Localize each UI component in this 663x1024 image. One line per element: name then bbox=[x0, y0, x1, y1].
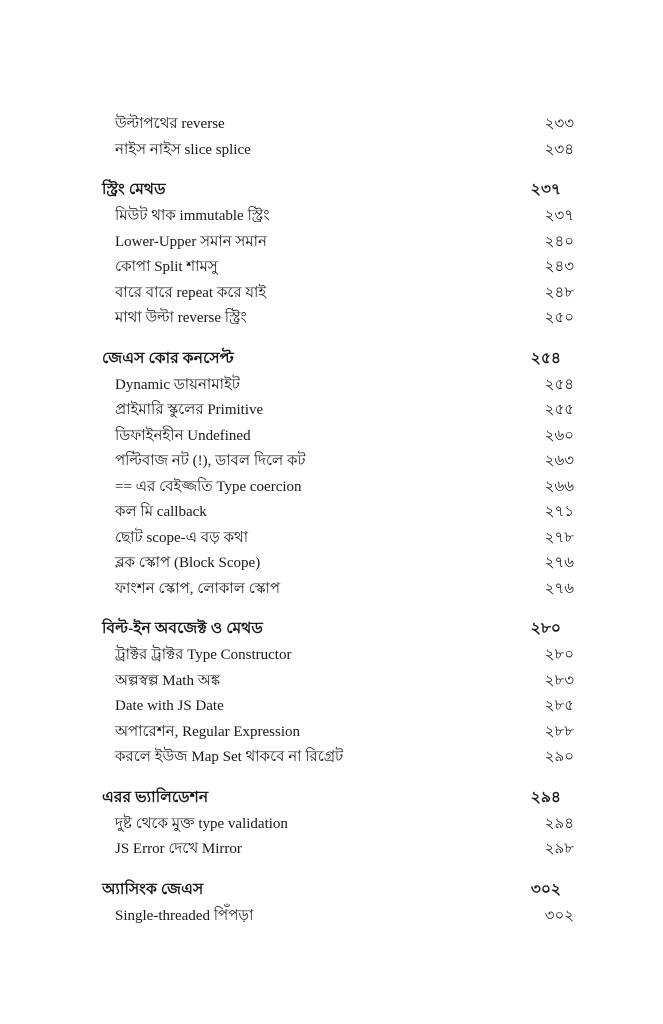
toc-page-number: ২৩৩ bbox=[544, 116, 574, 132]
toc-page-number: ২৪৩ bbox=[544, 259, 574, 275]
toc-entry-title: Lower-Upper সমান সমান bbox=[115, 233, 267, 250]
toc-chapter-row bbox=[102, 785, 561, 811]
toc-entry-row bbox=[102, 745, 574, 771]
toc-entry-title: ছোট scope-এ বড় কথা bbox=[115, 529, 249, 546]
toc-page-number: ২৯৮ bbox=[544, 841, 574, 857]
toc-chapter-title: অ্যাসিংক জেএস bbox=[102, 880, 204, 898]
toc-page-number: ২৩৪ bbox=[544, 141, 574, 158]
toc-entry-row bbox=[102, 720, 574, 746]
toc-entry-row bbox=[102, 112, 574, 138]
toc-page-number: ৩০২ bbox=[530, 880, 561, 898]
toc-entry-row bbox=[102, 694, 574, 720]
toc-page-number: ২৪৮ bbox=[544, 284, 574, 301]
toc-entry-row bbox=[102, 373, 574, 399]
toc-page-number: ২৬৩ bbox=[544, 453, 574, 469]
toc-entry-row bbox=[102, 306, 574, 332]
toc-page-number: ৩০২ bbox=[544, 907, 574, 924]
toc-chapter-title: এরর ভ্যালিডেশন bbox=[102, 788, 209, 806]
toc-page-number: ২৩৭ bbox=[530, 181, 561, 198]
toc-page-number: ২৭৬ bbox=[544, 555, 574, 571]
toc-entry-title: দুষ্ট থেকে মুক্ত type validation bbox=[115, 815, 288, 832]
toc-entry-row bbox=[102, 812, 574, 838]
toc-entry-title: বারে বারে repeat করে যাই bbox=[115, 284, 267, 301]
toc-entry-title: মিউট থাক immutable স্ট্রিং bbox=[115, 208, 270, 224]
toc-entry-title: ডিফাইনহীন Undefined bbox=[115, 427, 251, 444]
toc-entry-row bbox=[102, 551, 574, 577]
toc-entry-title: Date with JS Date bbox=[115, 698, 224, 714]
toc-entry-row bbox=[102, 138, 574, 164]
toc-entry-title: উল্টাপথের reverse bbox=[115, 116, 225, 132]
toc-page-number: ২৫৪ bbox=[544, 376, 574, 393]
toc-entry-row bbox=[102, 398, 574, 424]
toc-entry-row bbox=[102, 526, 574, 552]
toc-entry-row bbox=[102, 281, 574, 307]
toc-entry-row bbox=[102, 230, 574, 256]
toc-chapter-row bbox=[102, 346, 561, 372]
toc-page-number: ২৮৮ bbox=[544, 723, 574, 740]
toc-page-number: ২৮০ bbox=[530, 620, 561, 637]
toc-entry-title: অল্পস্বল্প Math অঙ্ক bbox=[115, 672, 221, 689]
toc-entry-row bbox=[102, 577, 574, 603]
toc-page-number: ২৮০ bbox=[544, 647, 574, 663]
toc-entry-title: কোপা Split শামসু bbox=[115, 259, 218, 275]
toc-entry-title: প্রাইমারি স্কুলের Primitive bbox=[115, 402, 264, 418]
toc-entry-row bbox=[102, 255, 574, 281]
table-of-contents-list bbox=[102, 112, 574, 929]
toc-page-number: ২৫৫ bbox=[544, 402, 574, 418]
toc-entry-row bbox=[102, 837, 574, 863]
toc-entry-row bbox=[102, 424, 574, 450]
toc-entry-title: মাথা উল্টা reverse স্ট্রিং bbox=[115, 310, 247, 326]
toc-entry-title: করলে ইউজ Map Set থাকবে না রিগ্রেট bbox=[115, 749, 344, 765]
toc-page-number: ২৪০ bbox=[544, 233, 574, 250]
toc-chapter-row bbox=[102, 177, 561, 203]
toc-entry-title: Dynamic ডায়নামাইট bbox=[115, 376, 240, 393]
toc-entry-title: ব্লক স্কোপ (Block Scope) bbox=[115, 555, 261, 571]
toc-page-number: ২৭১ bbox=[544, 504, 574, 520]
toc-page-number: ২৩৭ bbox=[544, 208, 574, 224]
toc-entry-title: পল্টিবাজ নট (!), ডাবল দিলে কট bbox=[115, 453, 306, 469]
toc-page-number: ২৯০ bbox=[544, 749, 574, 765]
toc-entry-title: Single-threaded পিঁপড়া bbox=[115, 907, 254, 924]
toc-page-number: ২৭৮ bbox=[544, 529, 574, 546]
toc-page-number: ২৫৪ bbox=[530, 349, 561, 367]
toc-entry-title: নাইস নাইস slice splice bbox=[115, 141, 251, 158]
toc-entry-title: ফাংশন স্কোপ, লোকাল স্কোপ bbox=[115, 580, 281, 597]
toc-entry-row bbox=[102, 204, 574, 230]
toc-entry-title: JS Error দেখে Mirror bbox=[115, 841, 242, 857]
toc-entry-row bbox=[102, 449, 574, 475]
toc-page-number: ২৬৬ bbox=[544, 478, 574, 495]
toc-chapter-title: স্ট্রিং মেথড bbox=[102, 181, 166, 198]
toc-page-number: ২৯৪ bbox=[544, 815, 574, 832]
toc-entry-row bbox=[102, 669, 574, 695]
toc-page-number: ২৮৩ bbox=[544, 672, 574, 689]
toc-page-number: ২৮৫ bbox=[544, 698, 574, 714]
toc-entry-row bbox=[102, 904, 574, 930]
toc-entry-row bbox=[102, 500, 574, 526]
toc-chapter-title: বিল্ট-ইন অবজেক্ট ও মেথড bbox=[102, 620, 263, 637]
toc-chapter-row bbox=[102, 877, 561, 903]
toc-chapter-row bbox=[102, 616, 561, 642]
toc-entry-title: ট্রাক্টর ট্রাক্টর Type Constructor bbox=[115, 647, 292, 663]
toc-page-number: ২৯৪ bbox=[530, 788, 561, 806]
toc-entry-title: == এর বেইজ্জতি Type coercion bbox=[115, 478, 302, 495]
toc-entry-title: কল মি callback bbox=[115, 504, 207, 520]
toc-page-number: ২৭৬ bbox=[544, 580, 574, 597]
toc-page-number: ২৬০ bbox=[544, 427, 574, 444]
toc-chapter-title: জেএস কোর কনসেপ্ট bbox=[102, 349, 234, 367]
toc-entry-row bbox=[102, 643, 574, 669]
toc-entry-row bbox=[102, 475, 574, 501]
toc-page-number: ২৫০ bbox=[544, 310, 574, 326]
toc-entry-title: অপারেশন, Regular Expression bbox=[115, 723, 301, 740]
